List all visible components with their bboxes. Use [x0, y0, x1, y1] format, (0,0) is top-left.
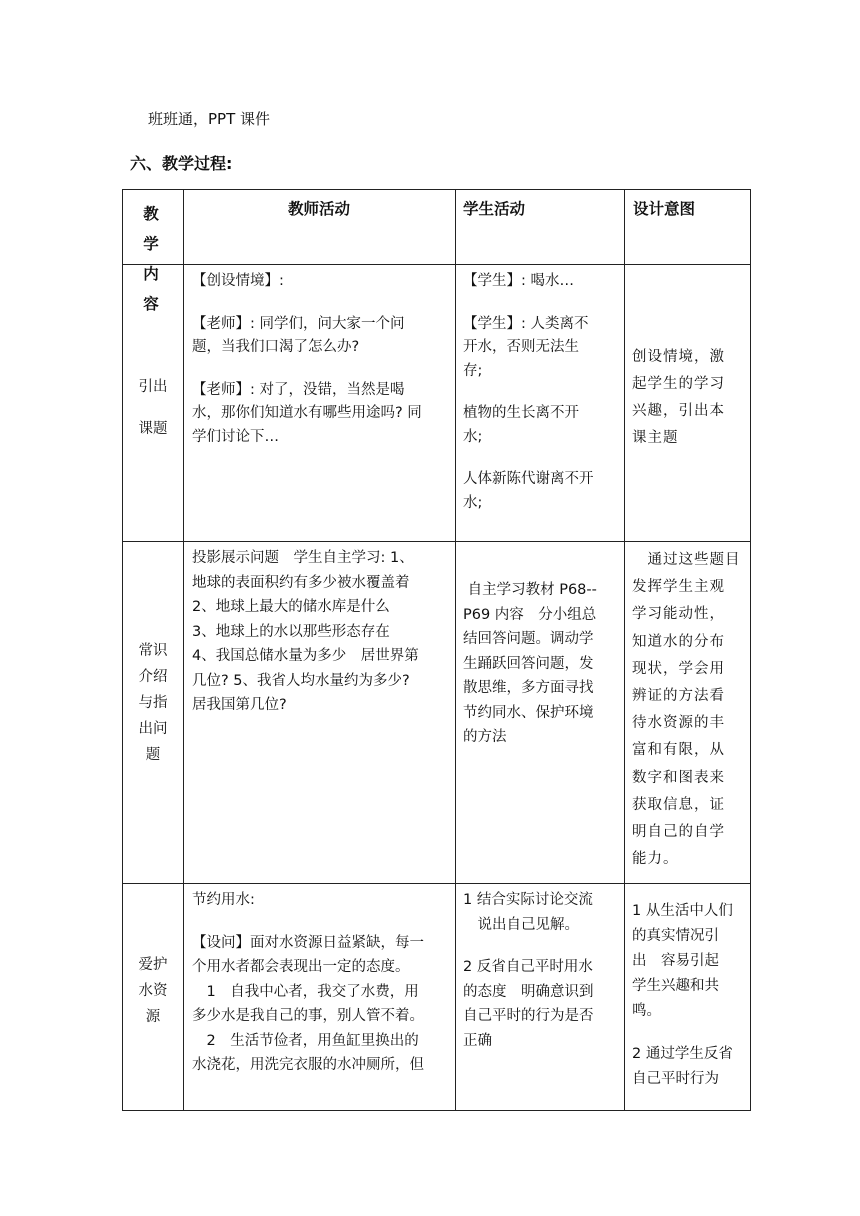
cell-line: 知道水的分布 [632, 633, 725, 650]
row1-content [124, 366, 182, 450]
cell-line: 2 反省自己平时用水 [463, 959, 593, 975]
table-border-left [122, 189, 123, 1111]
table-divider [122, 264, 751, 265]
cell-line: 待水资源的丰 [632, 715, 725, 732]
cell-line: 水，那你们知道水有哪些用途吗? 同 [192, 405, 422, 421]
cell-line: 获取信息，证 [632, 796, 725, 813]
table-divider [122, 541, 751, 542]
cell-line: 的真实情况引 [632, 928, 719, 944]
materials-line: 班班通，PPT 课件 [148, 110, 271, 128]
content-line: 课题 [138, 421, 168, 437]
header-content [128, 199, 180, 319]
cell-line: 【设问】面对水资源日益紧缺，每一 [192, 934, 424, 951]
cell-line: 2 通过学生反省 [632, 1046, 733, 1062]
content-line: 介绍 [138, 669, 168, 685]
section-heading: 六、教学过程: [130, 154, 233, 173]
header-student-activity: 学生活动 [463, 200, 526, 218]
cell-line: 人体新陈代谢离不开 [463, 471, 594, 487]
cell-line [463, 449, 594, 468]
cell-line: 能力。 [632, 851, 679, 868]
cell-line: 的方法 [463, 729, 507, 745]
row1-student [463, 270, 594, 515]
row2-intent [632, 547, 741, 873]
cell-line [632, 1024, 733, 1042]
cell-line: 【创设情境】: [192, 273, 284, 289]
cell-line: 4、我国总储水量为多少 居世界第 [192, 648, 419, 664]
cell-line: 自己平时行为 [632, 1071, 719, 1087]
cell-line [192, 294, 422, 313]
cell-line: 说出自己见解。 [463, 916, 579, 933]
cell-line: 数字和图表来 [632, 769, 725, 786]
content-line: 常识 [138, 643, 168, 659]
cell-line [463, 383, 594, 402]
cell-line: 明自己的自学 [632, 824, 725, 841]
cell-line: 课主题 [632, 430, 679, 446]
cell-line: 投影展示问题 学生自主学习: 1、 [192, 550, 414, 566]
row1-intent [632, 344, 725, 452]
cell-line: 辨证的方法看 [632, 688, 725, 705]
row1-teacher [192, 270, 422, 449]
cell-line: 地球的表面积约有多少被水覆盖着 [192, 574, 410, 591]
header-teacher-activity: 教师活动 [287, 200, 350, 218]
row3-student [463, 888, 594, 1053]
content-line: 与指 [138, 695, 168, 711]
cell-line: 节约同水、保护环境 [463, 704, 594, 721]
cell-line: 2 生活节俭者，用鱼缸里换出的 [192, 1032, 419, 1049]
content-line: 源 [145, 1009, 161, 1025]
cell-line: P69 内容 分小组总 [463, 606, 597, 623]
cell-line: 1 结合实际讨论交流 [463, 892, 593, 908]
table-column-divider [624, 189, 625, 1111]
cell-line [463, 294, 594, 313]
cell-line: 富和有限，从 [632, 742, 725, 759]
cell-line: 个用水者都会表现出一定的态度。 [192, 959, 410, 975]
cell-line: 出 容易引起 [632, 953, 719, 969]
row3-intent [632, 899, 733, 1092]
cell-line: 3、地球上的水以那些形态存在 [192, 623, 390, 640]
header-content-line: 教 学 [143, 205, 165, 253]
cell-line: 通过这些题目 [632, 552, 741, 568]
table-column-divider [183, 189, 184, 1111]
table-divider [122, 883, 751, 884]
cell-line: 鸣。 [632, 1003, 661, 1019]
row2-content [124, 638, 182, 768]
cell-line: 散思维，多方面寻找 [463, 680, 594, 696]
content-line: 引出 [138, 379, 168, 395]
cell-line: 2、地球上最大的储水库是什么 [192, 599, 390, 615]
row2-teacher [192, 546, 419, 718]
row3-content [124, 952, 182, 1030]
table-column-divider [455, 189, 456, 1111]
cell-line: 结回答问题。调动学 [463, 631, 594, 647]
cell-line: 自主学习教材 P68-- [463, 582, 597, 598]
cell-line: 起学生的学习 [632, 376, 725, 392]
cell-line: 1 自我中心者，我交了水费，用 [192, 983, 419, 1000]
cell-line: 学生兴趣和共 [632, 978, 719, 994]
cell-line: 自己平时的行为是否 [463, 1008, 594, 1024]
cell-line: 植物的生长离不开 [463, 405, 579, 421]
cell-line: 几位? 5、我省人均水量约为多少? [192, 672, 410, 689]
content-line: 出问 [138, 721, 168, 737]
content-line: 题 [145, 747, 161, 763]
cell-line: 学们讨论下… [192, 428, 279, 445]
header-design-intent: 设计意图 [633, 200, 696, 218]
cell-line: 【老师】: 同学们，问大家一个问 [192, 315, 405, 332]
cell-line: 题，当我们口渴了怎么办? [192, 339, 360, 355]
cell-line: 【老师】: 对了，没错，当然是喝 [192, 381, 405, 398]
cell-line: 1 从生活中人们 [632, 903, 733, 919]
table-border-top [122, 189, 751, 190]
header-content-line: 内 容 [143, 265, 165, 313]
row2-student [463, 578, 597, 750]
cell-line: 多少水是我自己的事，别人管不着。 [192, 1008, 424, 1024]
cell-line: 水; [463, 494, 483, 511]
cell-line: 存; [463, 362, 483, 379]
cell-line: 创设情境，激 [632, 349, 725, 365]
cell-line: 学习能动性， [632, 606, 725, 623]
cell-line: 水; [463, 428, 483, 445]
cell-line: 发挥学生主观 [632, 579, 725, 596]
cell-line: 【学生】: 人类离不 [463, 315, 589, 332]
cell-line: 水浇花，用洗完衣服的水冲厕所，但 [192, 1057, 424, 1073]
cell-line: 节约用水: [192, 892, 255, 908]
cell-line: 现状，学会用 [632, 660, 725, 677]
cell-line: 正确 [463, 1032, 492, 1049]
cell-line: 兴趣，引出本 [632, 403, 725, 419]
content-line: 爱护 [138, 957, 168, 973]
cell-line: 生踊跃回答问题，发 [463, 655, 594, 672]
row3-teacher [192, 888, 424, 1078]
content-line: 水资 [138, 983, 168, 999]
cell-line [192, 360, 422, 379]
cell-line [463, 937, 594, 955]
cell-line: 的态度 明确意识到 [463, 983, 594, 1000]
table-border-right [750, 189, 751, 1111]
cell-line: 居我国第几位? [192, 697, 287, 713]
cell-line: 【学生】: 喝水… [463, 273, 574, 289]
cell-line: 开水，否则无法生 [463, 339, 579, 355]
table-border-bottom [122, 1110, 751, 1111]
cell-line [192, 913, 424, 931]
